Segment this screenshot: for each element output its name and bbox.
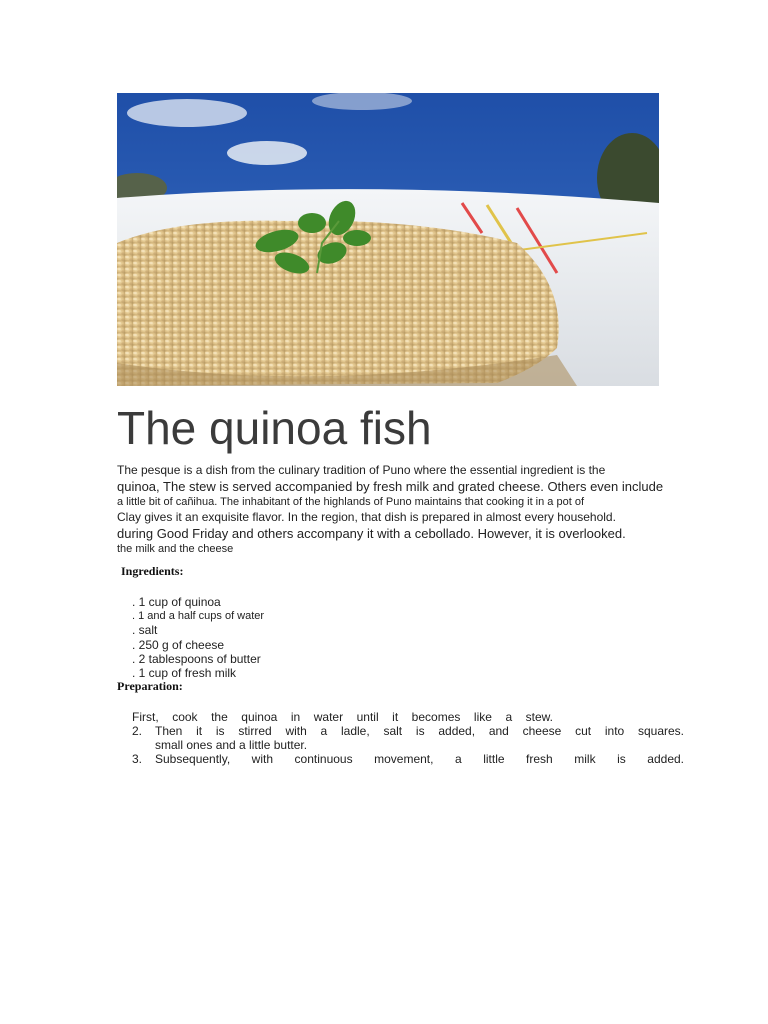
step-number: 2.	[132, 724, 143, 738]
ingredient-item: . 1 cup of quinoa	[132, 595, 221, 609]
ingredient-item: . salt	[132, 623, 158, 638]
ingredient-item: . 250 g of cheese	[132, 637, 225, 652]
step-text-continued: small ones and a little butter.	[155, 738, 308, 752]
preparation-heading: Preparation:	[117, 679, 183, 693]
intro-line: a little bit of cañihua. The inhabitant of the highlands of Puno maintains that cooking it in a pot of	[117, 496, 584, 508]
preparation-steps	[132, 710, 684, 766]
step-item	[132, 710, 684, 724]
step-item	[132, 752, 684, 766]
page-title: The quinoa fish	[117, 402, 432, 454]
intro-line: the milk and the cheese	[117, 543, 234, 555]
intro-line: during Good Friday and others accompany it with a cebollado. However, it is overlooked.	[117, 526, 626, 541]
step-text: Subsequently, with continuous movement, a little fresh milk is added.	[155, 752, 684, 766]
ingredient-item: . 1 and a half cups of water	[132, 610, 265, 623]
step-number: 3.	[132, 752, 143, 766]
dish-photo	[117, 93, 659, 386]
intro-line: quinoa, The stew is served accompanied by fresh milk and grated cheese. Others even include	[117, 479, 664, 494]
step-text: Then it is stirred with a ladle, salt is added, and cheese cut into squares.	[155, 724, 684, 738]
intro-line: The pesque is a dish from the culinary tradition of Puno where the essential ingredient is the	[117, 463, 606, 477]
ingredient-item: . 2 tablespoons of butter	[132, 651, 261, 666]
intro-paragraph	[117, 462, 677, 556]
step-item	[132, 724, 684, 752]
step-text: First, cook the quinoa in water until it becomes like a stew.	[132, 710, 553, 724]
intro-line: Clay gives it an exquisite flavor. In the region, that dish is prepared in almost every household.	[117, 510, 616, 524]
ingredients-heading: Ingredients:	[121, 564, 184, 578]
ingredients-list	[132, 595, 264, 680]
ingredient-item: . 1 cup of fresh milk	[132, 666, 237, 681]
